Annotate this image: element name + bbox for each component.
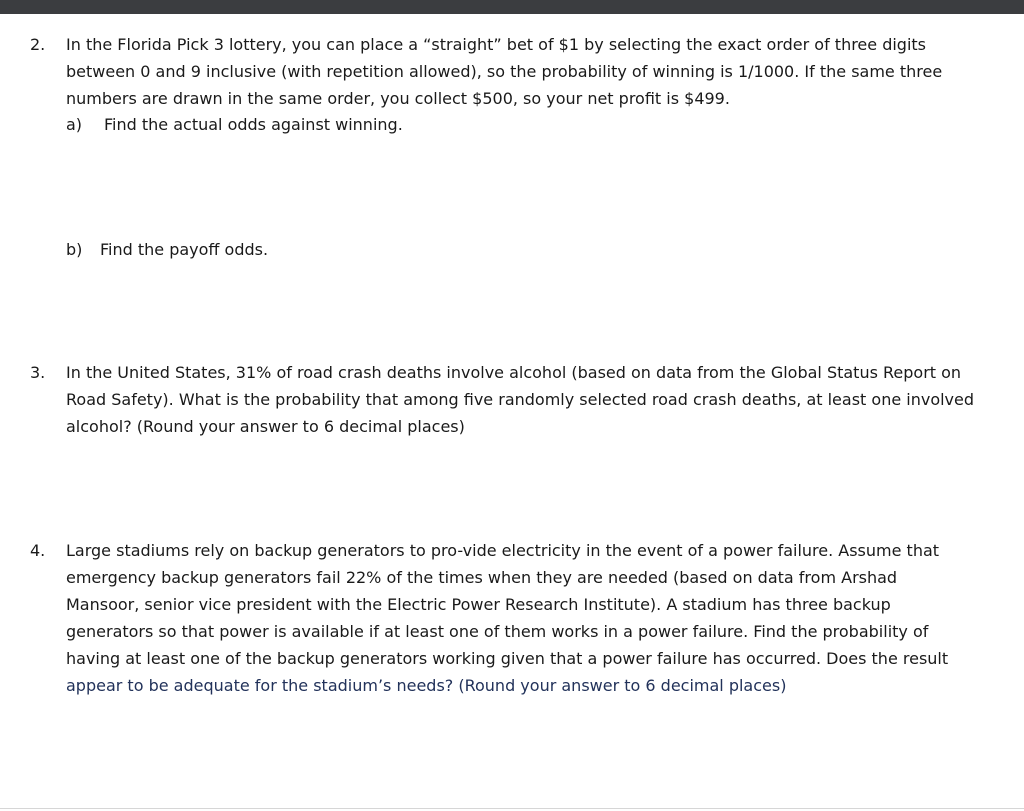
question-text [66,537,996,699]
part-text: Find the payoff odds. [100,240,269,259]
part-text: Find the actual odds against winning. [104,115,403,134]
top-bar [0,0,1024,14]
question-line: alcohol? (Round your answer to 6 decimal places) [66,417,465,436]
question-line: In the Florida Pick 3 lottery, you can place a “straight” bet of $1 by selecting the exact order of three digits [66,35,927,54]
part-letter: a) [66,115,83,134]
question-line: having at least one of the backup generators working given that a power failure has occurred. Does the result [66,649,949,668]
question-number: 4. [30,541,46,560]
question-line: generators so that power is available if at least one of them works in a power failure. Find the probability of [66,622,929,641]
question-line: Road Safety). What is the probability that among five randomly selected road crash deaths, at least one involved [66,390,975,409]
question-text [66,359,996,440]
question-line: numbers are drawn in the same order, you collect $500, so your net profit is $499. [66,89,730,108]
question-2-part-b [66,236,268,263]
question-2 [30,31,1000,112]
question-line: between 0 and 9 inclusive (with repetition allowed), so the probability of winning is 1/1000. If the same three [66,62,943,81]
question-text [66,31,996,112]
bottom-divider [0,808,1024,809]
question-4 [30,537,1000,699]
question-2-part-a [66,111,403,138]
question-line: In the United States, 31% of road crash deaths involve alcohol (based on data from the Global Status Report on [66,363,962,382]
question-line: Mansoor, senior vice president with the Electric Power Research Institute). A stadium has three backup [66,595,891,614]
part-letter: b) [66,240,83,259]
question-line: Large stadiums rely on backup generators to pro-vide electricity in the event of a power failure. Assume that [66,541,940,560]
question-number: 3. [30,363,46,382]
question-3 [30,359,1000,440]
question-number: 2. [30,35,46,54]
question-line: appear to be adequate for the stadium’s needs? (Round your answer to 6 decimal places) [66,676,787,695]
question-line: emergency backup generators fail 22% of the times when they are needed (based on data from Arshad [66,568,898,587]
